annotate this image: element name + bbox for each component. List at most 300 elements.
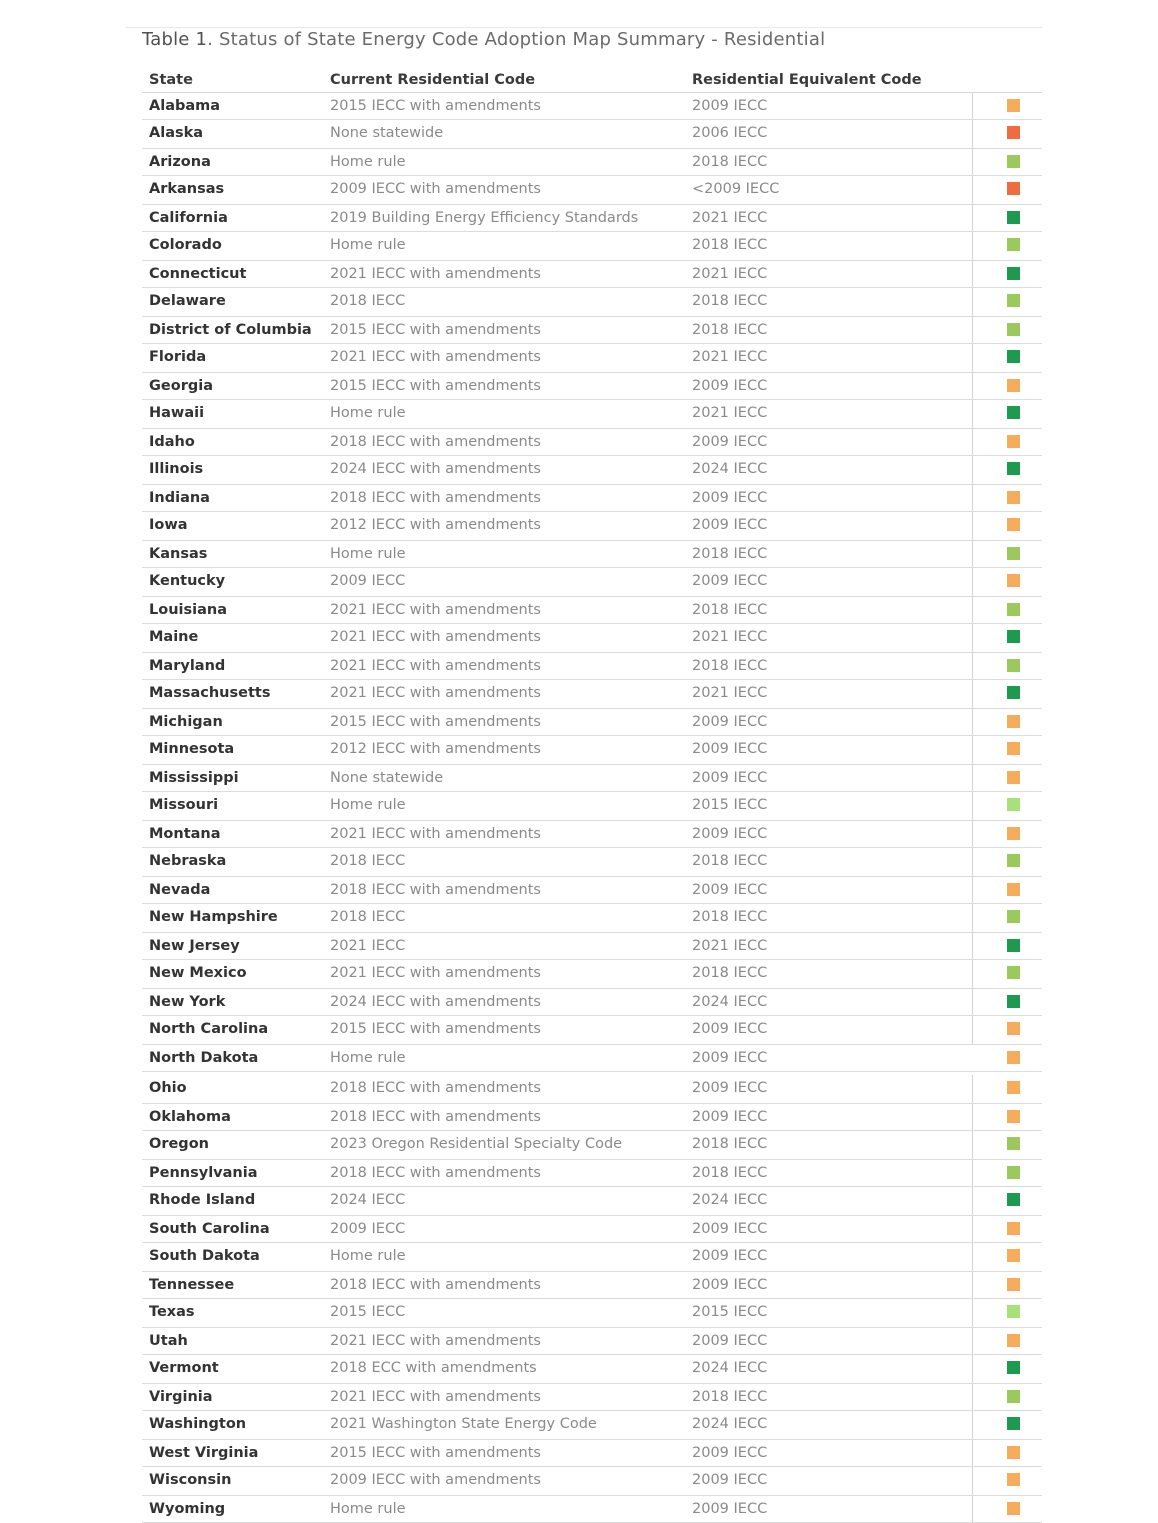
equivalent-code-cell: 2024 IECC [692,1360,768,1376]
current-code-cell: Home rule [330,1248,406,1264]
table-row [142,261,1042,288]
table-title-text: . Status of State Energy Code Adoption Map Summary - Residential [207,29,826,50]
status-color-swatch [1007,827,1020,840]
column-divider [972,904,973,932]
current-code-cell: 2021 IECC with amendments [330,349,541,365]
column-divider [972,1384,973,1410]
state-cell: Virginia [149,1389,213,1405]
current-code-cell: 2015 IECC with amendments [330,378,541,394]
equivalent-code-cell: 2009 IECC [692,882,768,898]
table-title [142,28,825,52]
equivalent-code-cell: 2018 IECC [692,237,768,253]
status-color-swatch [1007,518,1020,531]
equivalent-code-cell: 2009 IECC [692,714,768,730]
equivalent-code-cell: 2018 IECC [692,965,768,981]
status-color-swatch [1007,630,1020,643]
table-row [142,1467,1042,1496]
state-cell: Arizona [149,154,211,170]
state-cell: North Dakota [149,1050,259,1066]
table-row [142,512,1042,541]
column-divider [972,176,973,204]
table-row [142,1045,1042,1072]
current-code-cell: 2019 Building Energy Efficiency Standards [330,210,639,226]
state-cell: Florida [149,349,207,365]
equivalent-code-cell: 2009 IECC [692,1109,768,1125]
equivalent-code-cell: 2021 IECC [692,349,768,365]
column-divider [972,960,973,988]
column-divider [972,149,973,175]
column-divider [972,1160,973,1186]
table-row [142,792,1042,821]
equivalent-code-cell: 2009 IECC [692,1248,768,1264]
table-row [142,821,1042,848]
status-color-swatch [1007,323,1020,336]
column-divider [972,597,973,623]
equivalent-code-cell: 2009 IECC [692,770,768,786]
state-cell: Colorado [149,237,222,253]
current-code-cell: 2021 Washington State Energy Code [330,1416,597,1432]
status-color-swatch [1007,350,1020,363]
column-divider [972,232,973,260]
state-cell: Michigan [149,714,223,730]
table-row [142,400,1042,429]
equivalent-code-cell: 2024 IECC [692,1416,768,1432]
current-code-cell: 2018 IECC with amendments [330,1165,541,1181]
current-code-cell: None statewide [330,770,444,786]
column-divider [972,680,973,708]
table-row [142,288,1042,317]
current-code-cell: 2018 IECC [330,293,406,309]
current-code-cell: Home rule [330,1501,406,1517]
table-row [142,149,1042,176]
table-row [142,709,1042,736]
column-divider [972,93,973,119]
equivalent-code-cell: 2009 IECC [692,826,768,842]
state-cell: New Jersey [149,938,240,954]
state-cell: Kansas [149,546,208,562]
state-cell: Indiana [149,490,210,506]
column-divider [972,736,973,764]
state-cell: Louisiana [149,602,227,618]
equivalent-code-cell: 2009 IECC [692,1050,768,1066]
current-code-cell: 2021 IECC [330,938,406,954]
equivalent-code-cell: 2009 IECC [692,517,768,533]
status-color-swatch [1007,238,1020,251]
current-code-cell: Home rule [330,797,406,813]
state-cell: Idaho [149,434,195,450]
table-row [142,317,1042,344]
state-cell: Missouri [149,797,219,813]
table-row [142,1384,1042,1411]
status-color-swatch [1007,771,1020,784]
state-cell: Utah [149,1333,188,1349]
state-cell: Washington [149,1416,247,1432]
status-color-swatch [1007,1166,1020,1179]
table-row [142,1496,1042,1523]
table-row [142,624,1042,653]
current-code-cell: 2012 IECC with amendments [330,517,541,533]
table-row [142,1328,1042,1355]
current-code-cell: 2021 IECC with amendments [330,266,541,282]
status-color-swatch [1007,126,1020,139]
state-cell: Montana [149,826,221,842]
equivalent-code-cell: 2024 IECC [692,994,768,1010]
status-color-swatch [1007,1222,1020,1235]
column-divider [972,653,973,679]
table-row [142,848,1042,877]
current-code-cell: 2018 IECC with amendments [330,434,541,450]
current-code-cell: Home rule [330,405,406,421]
equivalent-code-cell: 2018 IECC [692,1165,768,1181]
state-cell: New York [149,994,226,1010]
state-cell: Wyoming [149,1501,226,1517]
equivalent-code-cell: 2018 IECC [692,293,768,309]
column-divider [972,989,973,1015]
column-divider [972,261,973,287]
column-divider [972,512,973,540]
column-divider [972,1187,973,1215]
current-code-cell: 2024 IECC with amendments [330,461,541,477]
state-cell: Minnesota [149,741,235,757]
status-color-swatch [1007,798,1020,811]
column-divider [972,848,973,876]
status-color-swatch [1007,155,1020,168]
status-color-swatch [1007,406,1020,419]
status-color-swatch [1007,1446,1020,1459]
table-row [142,429,1042,456]
current-code-cell: 2012 IECC with amendments [330,741,541,757]
state-cell: Oklahoma [149,1109,231,1125]
equivalent-code-cell: 2021 IECC [692,405,768,421]
state-cell: District of Columbia [149,322,312,338]
table-row [142,1104,1042,1131]
status-color-swatch [1007,435,1020,448]
header-current-code: Current Residential Code [330,72,536,88]
table-row [142,373,1042,400]
status-color-swatch [1007,1022,1020,1035]
column-divider [972,877,973,903]
table-row [142,1131,1042,1160]
table-row [142,1075,1042,1104]
status-color-swatch [1007,966,1020,979]
table-row [142,1216,1042,1243]
column-divider [972,205,973,231]
state-cell: Wisconsin [149,1472,232,1488]
column-divider [972,400,973,428]
column-divider [972,1016,973,1044]
current-code-cell: 2015 IECC with amendments [330,1445,541,1461]
table-title-lead: Table 1 [142,29,208,50]
status-color-swatch [1007,1193,1020,1206]
equivalent-code-cell: 2009 IECC [692,490,768,506]
status-color-swatch [1007,1334,1020,1347]
equivalent-code-cell: 2009 IECC [692,1501,768,1517]
state-cell: West Virginia [149,1445,259,1461]
state-cell: Mississippi [149,770,239,786]
status-color-swatch [1007,574,1020,587]
column-divider [972,1243,973,1271]
status-color-swatch [1007,1051,1020,1064]
status-color-swatch [1007,995,1020,1008]
status-color-swatch [1007,659,1020,672]
column-divider [972,429,973,455]
equivalent-code-cell: 2018 IECC [692,658,768,674]
current-code-cell: Home rule [330,546,406,562]
table-row [142,597,1042,624]
state-cell: Pennsylvania [149,1165,258,1181]
equivalent-code-cell: 2009 IECC [692,1472,768,1488]
current-code-cell: 2018 IECC [330,853,406,869]
table-row [142,1016,1042,1045]
state-cell: Illinois [149,461,204,477]
equivalent-code-cell: 2018 IECC [692,154,768,170]
equivalent-code-cell: 2021 IECC [692,266,768,282]
state-cell: Maine [149,629,199,645]
equivalent-code-cell: 2009 IECC [692,98,768,114]
column-divider [972,933,973,959]
current-code-cell: 2015 IECC with amendments [330,322,541,338]
column-divider [972,1355,973,1383]
equivalent-code-cell: 2009 IECC [692,434,768,450]
status-color-swatch [1007,854,1020,867]
state-cell: South Carolina [149,1221,270,1237]
column-divider [972,1272,973,1298]
current-code-cell: 2015 IECC with amendments [330,98,541,114]
equivalent-code-cell: 2021 IECC [692,938,768,954]
column-divider [972,624,973,652]
current-code-cell: 2018 IECC with amendments [330,1109,541,1125]
current-code-cell: 2009 IECC with amendments [330,181,541,197]
current-code-cell: Home rule [330,1050,406,1066]
current-code-cell: 2021 IECC with amendments [330,685,541,701]
equivalent-code-cell: 2021 IECC [692,685,768,701]
equivalent-code-cell: 2018 IECC [692,546,768,562]
column-divider [972,344,973,372]
state-cell: Alaska [149,125,204,141]
current-code-cell: 2015 IECC with amendments [330,714,541,730]
equivalent-code-cell: 2018 IECC [692,909,768,925]
equivalent-code-cell: 2009 IECC [692,1277,768,1293]
equivalent-code-cell: 2009 IECC [692,1080,768,1096]
current-code-cell: 2021 IECC with amendments [330,1389,541,1405]
table-row [142,456,1042,485]
equivalent-code-cell: 2024 IECC [692,1192,768,1208]
status-color-swatch [1007,603,1020,616]
status-color-swatch [1007,294,1020,307]
state-cell: South Dakota [149,1248,260,1264]
column-divider [972,1411,973,1439]
equivalent-code-cell: 2006 IECC [692,125,768,141]
table-row [142,541,1042,568]
table-row [142,485,1042,512]
state-cell: Alabama [149,98,221,114]
status-color-swatch [1007,379,1020,392]
current-code-cell: 2024 IECC with amendments [330,994,541,1010]
state-cell: Tennessee [149,1277,235,1293]
column-divider [972,1299,973,1327]
table-row [142,120,1042,149]
status-color-swatch [1007,491,1020,504]
current-code-cell: 2018 ECC with amendments [330,1360,537,1376]
column-divider [972,709,973,735]
status-color-swatch [1007,1110,1020,1123]
equivalent-code-cell: 2018 IECC [692,853,768,869]
table-row [142,176,1042,205]
table-row [142,205,1042,232]
current-code-cell: 2018 IECC [330,909,406,925]
state-cell: Delaware [149,293,226,309]
state-cell: Ohio [149,1080,187,1096]
table-row [142,1355,1042,1384]
status-color-swatch [1007,99,1020,112]
status-color-swatch [1007,182,1020,195]
table-row [142,736,1042,765]
current-code-cell: 2021 IECC with amendments [330,826,541,842]
status-color-swatch [1007,211,1020,224]
table-row [142,933,1042,960]
current-code-cell: 2018 IECC with amendments [330,1080,541,1096]
equivalent-code-cell: 2009 IECC [692,378,768,394]
equivalent-code-cell: 2018 IECC [692,1136,768,1152]
status-color-swatch [1007,1473,1020,1486]
column-divider [972,1075,973,1103]
state-cell: Massachusetts [149,685,271,701]
column-divider [972,317,973,343]
status-color-swatch [1007,715,1020,728]
state-cell: Hawaii [149,405,205,421]
current-code-cell: 2021 IECC with amendments [330,658,541,674]
current-code-cell: 2021 IECC with amendments [330,629,541,645]
status-color-swatch [1007,1081,1020,1094]
status-color-swatch [1007,1502,1020,1515]
column-divider [972,765,973,791]
state-cell: New Hampshire [149,909,278,925]
equivalent-code-cell: <2009 IECC [692,181,780,197]
current-code-cell: 2018 IECC with amendments [330,882,541,898]
status-color-swatch [1007,1278,1020,1291]
table-row [142,653,1042,680]
table-row [142,568,1042,597]
equivalent-code-cell: 2021 IECC [692,210,768,226]
status-color-swatch [1007,267,1020,280]
table-row [142,1272,1042,1299]
state-cell: Kentucky [149,573,226,589]
table-row [142,344,1042,373]
state-cell: California [149,210,228,226]
equivalent-code-cell: 2018 IECC [692,322,768,338]
column-divider [972,456,973,484]
status-color-swatch [1007,686,1020,699]
column-divider [972,1104,973,1130]
equivalent-code-cell: 2009 IECC [692,1333,768,1349]
column-divider [972,1467,973,1495]
status-color-swatch [1007,742,1020,755]
state-cell: Connecticut [149,266,247,282]
state-cell: Rhode Island [149,1192,256,1208]
status-color-swatch [1007,939,1020,952]
equivalent-code-cell: 2015 IECC [692,1304,768,1320]
status-color-swatch [1007,547,1020,560]
current-code-cell: 2018 IECC with amendments [330,490,541,506]
table-row [142,877,1042,904]
state-cell: Arkansas [149,181,225,197]
table-header [142,66,1042,93]
table-row [142,765,1042,792]
current-code-cell: 2009 IECC [330,573,406,589]
column-divider [972,568,973,596]
table-row [142,232,1042,261]
current-code-cell: Home rule [330,154,406,170]
current-code-cell: 2023 Oregon Residential Specialty Code [330,1136,623,1152]
equivalent-code-cell: 2009 IECC [692,573,768,589]
table-row [142,1243,1042,1272]
table-row [142,1440,1042,1467]
state-cell: Georgia [149,378,213,394]
current-code-cell: None statewide [330,125,444,141]
status-color-swatch [1007,1137,1020,1150]
state-cell: North Carolina [149,1021,269,1037]
current-code-cell: 2009 IECC [330,1221,406,1237]
status-color-swatch [1007,1390,1020,1403]
state-cell: Nevada [149,882,211,898]
column-divider [972,1216,973,1242]
table-row [142,904,1042,933]
status-color-swatch [1007,1417,1020,1430]
code-adoption-table [142,66,1042,1523]
table-row [142,989,1042,1016]
state-cell: Maryland [149,658,226,674]
column-divider [972,1328,973,1354]
table-row [142,1187,1042,1216]
status-color-swatch [1007,462,1020,475]
header-state: State [149,72,193,88]
equivalent-code-cell: 2018 IECC [692,1389,768,1405]
current-code-cell: 2021 IECC with amendments [330,1333,541,1349]
column-divider [972,373,973,399]
current-code-cell: 2024 IECC [330,1192,406,1208]
column-divider [972,120,973,148]
status-color-swatch [1007,1305,1020,1318]
current-code-cell: 2018 IECC with amendments [330,1277,541,1293]
equivalent-code-cell: 2009 IECC [692,1021,768,1037]
status-color-swatch [1007,883,1020,896]
state-cell: Vermont [149,1360,219,1376]
current-code-cell: Home rule [330,237,406,253]
status-color-swatch [1007,1249,1020,1262]
table-row [142,680,1042,709]
table-row [142,93,1042,120]
column-divider [972,1440,973,1466]
equivalent-code-cell: 2018 IECC [692,602,768,618]
state-cell: Oregon [149,1136,209,1152]
column-divider [972,821,973,847]
status-color-swatch [1007,1361,1020,1374]
column-divider [972,288,973,316]
current-code-cell: 2021 IECC with amendments [330,965,541,981]
state-cell: Texas [149,1304,195,1320]
table-row [142,1299,1042,1328]
state-cell: Iowa [149,517,188,533]
table-body [142,93,1042,1523]
equivalent-code-cell: 2024 IECC [692,461,768,477]
current-code-cell: 2015 IECC [330,1304,406,1320]
current-code-cell: 2021 IECC with amendments [330,602,541,618]
equivalent-code-cell: 2015 IECC [692,797,768,813]
state-cell: New Mexico [149,965,247,981]
current-code-cell: 2009 IECC with amendments [330,1472,541,1488]
table-row [142,960,1042,989]
table-row [142,1160,1042,1187]
